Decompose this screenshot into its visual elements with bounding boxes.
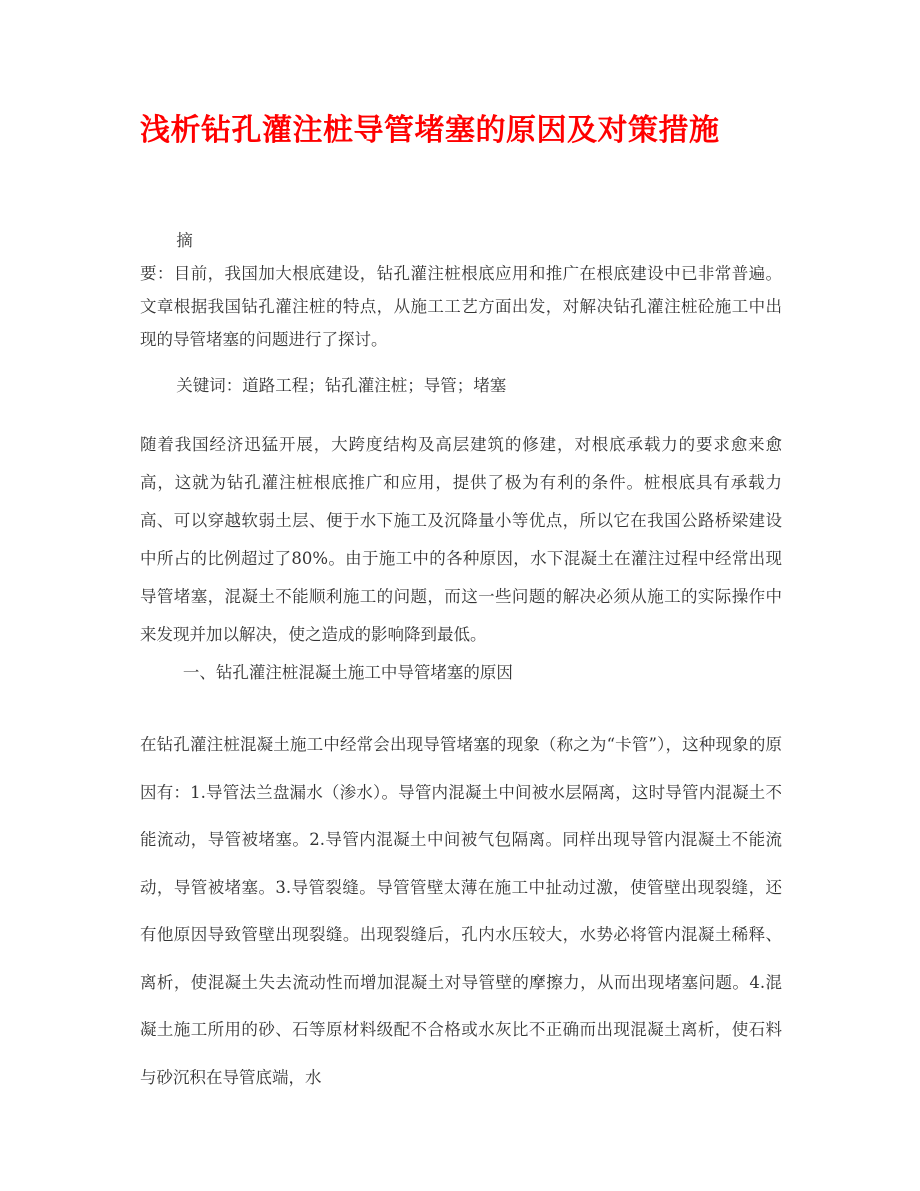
intro-paragraph: 随着我国经济迅猛开展，大跨度结构及高层建筑的修建，对根底承载力的要求愈来愈高，这就为钻孔灌注桩根底推广和应用，提供了极为有利的条件。桩根底具有承载力高、可以穿越软弱土层、便于水下施工及沉降量小等优点，所以它在我国公路桥梁建设中所占的比例超过了80%。由于施工中的各种原因，水下混凝土在灌注过程中经常出现导管堵塞，混凝土不能顺利施工的问题，而这一些问题的解决必须从施工的实际操作中来发现并加以解决，使之造成的影响降到最低。 [140, 435, 782, 644]
abstract-text: 要：目前，我国加大根底建设，钻孔灌注桩根底应用和推广在根底建设中已非常普遍。文章根据我国钻孔灌注桩的特点，从施工工艺方面出发，对解决钻孔灌注桩砼施工中出现的导管堵塞的问题进行了探讨。 [140, 264, 782, 349]
keywords-line: 关键词：道路工程；钻孔灌注桩；导管；堵塞 [176, 376, 507, 395]
document-title: 浅析钻孔灌注桩导管堵塞的原因及对策措施 [140, 113, 720, 148]
section-one-paragraph: 在钻孔灌注桩混凝土施工中经常会出现导管堵塞的现象（称之为“卡管”），这种现象的原因有：1.导管法兰盘漏水（渗水）。导管内混凝土中间被水层隔离，这时导管内混凝土不能流动，导管被堵塞。2.导管内混凝土中间被气包隔离。同样出现导管内混凝土不能流动，导管被堵塞。3.导管裂缝。导管管壁太薄在施工中扯动过激，使管壁出现裂缝，还有他原因导致管壁出现裂缝。出现裂缝后，孔内水压较大，水势必将管内混凝土稀释、离析，使混凝土失去流动性而增加混凝土对导管壁的摩擦力，从而出现堵塞问题。4.混凝土施工所用的砂、石等原材料级配不合格或水灰比不正确而出现混凝土离析，使石料与砂沉积在导管底端，水 [140, 735, 782, 1087]
abstract-label: 摘 [176, 231, 193, 250]
section-one-heading: 一、钻孔灌注桩混凝土施工中导管堵塞的原因 [182, 663, 513, 682]
